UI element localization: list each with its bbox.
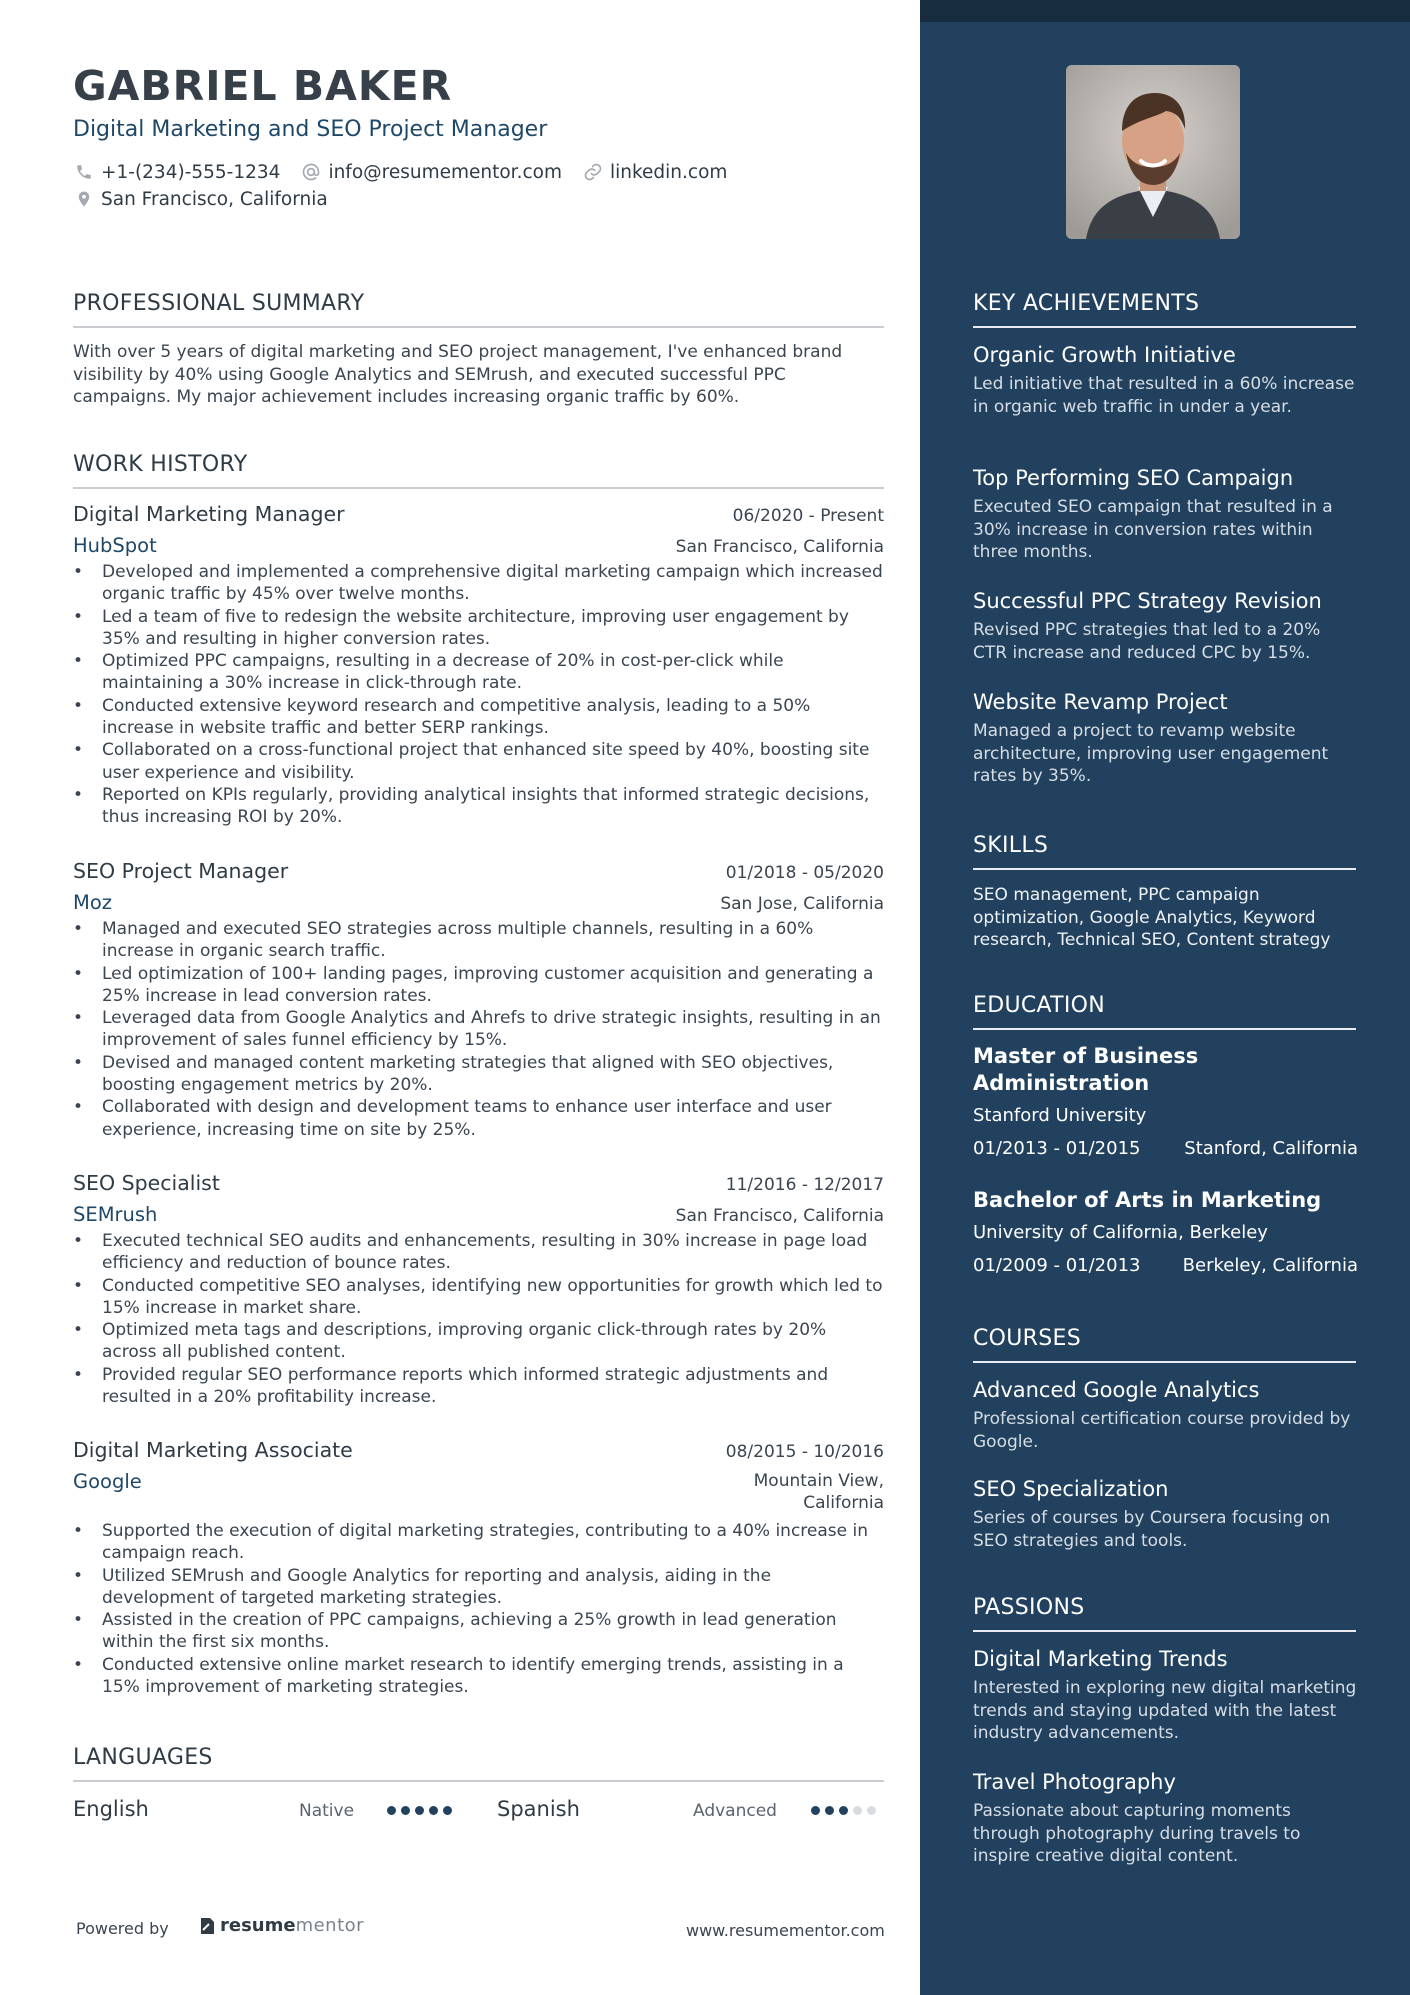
rating-dot-filled xyxy=(387,1806,396,1815)
job-bullet: • Supported the execution of digital marketing strategies, contributing to a 40% increase in campaign reach. xyxy=(73,1520,884,1565)
rating-dot-filled xyxy=(839,1806,848,1815)
brand-logo[interactable] xyxy=(198,1915,364,1936)
rating-dot-filled xyxy=(811,1806,820,1815)
job-bullet: • Conducted extensive online market research to identify emerging trends, assisting in a 15% improvement of marketing strategies. xyxy=(73,1654,884,1699)
education-location: Stanford, California xyxy=(1184,1138,1358,1159)
rating-dot-filled xyxy=(443,1806,452,1815)
education-degree: Master of Business Administration xyxy=(973,1044,1199,1095)
education-dates: 01/2013 - 01/2015 xyxy=(973,1138,1141,1159)
job-bullet: • Leveraged data from Google Analytics and Ahrefs to drive strategic insights, resulting in an improvement of sales funnel efficiency by 15%. xyxy=(73,1007,884,1052)
brand-text-a: resume xyxy=(220,1915,296,1936)
course-desc: Professional certification course provided by Google. xyxy=(973,1409,1351,1452)
contact-row xyxy=(73,161,747,183)
language-name: Spanish xyxy=(497,1797,580,1821)
job-company: Google xyxy=(73,1470,142,1493)
job-location-line: Mountain View, xyxy=(753,1471,884,1491)
course-desc: Series of courses by Coursera focusing on SEO strategies and tools. xyxy=(973,1508,1331,1551)
passions-heading: PASSIONS xyxy=(973,1595,1356,1632)
job-bullet: • Executed technical SEO audits and enhancements, resulting in 30% increase in page load efficiency and reduction of bounce rates. xyxy=(73,1230,884,1275)
job-entry xyxy=(73,1171,884,1408)
job-bullet: • Reported on KPIs regularly, providing analytical insights that informed strategic decisions, thus increasing ROI by 20%. xyxy=(73,784,884,829)
job-bullet: • Optimized meta tags and descriptions, improving organic click-through rates by 20% across all published content. xyxy=(73,1319,884,1364)
job-bullet: • Optimized PPC campaigns, resulting in a decrease of 20% in cost-per-click while maintaining a 30% increase in click-through rate. xyxy=(73,650,884,695)
job-dates: 01/2018 - 05/2020 xyxy=(725,863,884,883)
course-item xyxy=(973,1475,1358,1552)
profile-photo xyxy=(1066,65,1240,239)
language-name: English xyxy=(73,1797,149,1821)
language-level: Advanced xyxy=(693,1801,777,1821)
job-title: Digital Marketing Associate xyxy=(73,1438,353,1462)
job-entry xyxy=(73,502,884,829)
job-dates: 06/2020 - Present xyxy=(732,506,884,526)
sidebar-top-bar xyxy=(920,0,1410,22)
achievement-desc: Revised PPC strategies that led to a 20% CTR increase and reduced CPC by 15%. xyxy=(973,620,1321,663)
job-bullet: • Provided regular SEO performance reports which informed strategic adjustments and resulted in a 20% profitability increase. xyxy=(73,1364,884,1409)
achievement-title: Successful PPC Strategy Revision xyxy=(973,589,1322,613)
rating-dot-filled xyxy=(825,1806,834,1815)
job-bullet: • Collaborated on a cross-functional project that enhanced site speed by 40%, boosting site user experience and visibility. xyxy=(73,739,884,784)
passion-item xyxy=(973,1645,1358,1745)
passion-desc: Passionate about capturing moments through photography during travels to inspire creative digital content. xyxy=(973,1801,1301,1866)
rating-dot-empty xyxy=(853,1806,862,1815)
passion-item xyxy=(973,1768,1358,1868)
course-item xyxy=(973,1376,1358,1453)
job-title: SEO Project Manager xyxy=(73,859,289,883)
education-location: Berkeley, California xyxy=(1182,1255,1358,1276)
email-link[interactable]: info@resumementor.com xyxy=(328,161,562,183)
powered-by-label: Powered by xyxy=(76,1919,169,1938)
education-school: University of California, Berkeley xyxy=(973,1222,1268,1243)
job-bullet: • Led optimization of 100+ landing pages, improving customer acquisition and generating a 25% increase in lead conversion rates. xyxy=(73,963,884,1008)
job-bullets xyxy=(73,1230,884,1408)
skills-text: SEO management, PPC campaign optimization, Google Analytics, Keyword research, Technical SEO, Content strategy xyxy=(973,885,1331,950)
summary-text: With over 5 years of digital marketing and SEO project management, I've enhanced brand visibility by 40% using Google Analytics and SEMrush, and executed successful PPC campaigns. My major achievement includes increasing organic traffic by 60%. xyxy=(73,342,843,407)
job-dates: 08/2015 - 10/2016 xyxy=(725,1442,884,1462)
location-item xyxy=(73,188,328,210)
education-degree: Bachelor of Arts in Marketing xyxy=(973,1188,1322,1212)
rating-dot-filled xyxy=(401,1806,410,1815)
job-title: Digital Marketing Manager xyxy=(73,502,345,526)
achievement-item xyxy=(973,587,1358,664)
courses-heading: COURSES xyxy=(973,1326,1356,1363)
resume-logo-icon xyxy=(198,1916,216,1936)
job-location: San Francisco, California xyxy=(675,1206,884,1226)
job-bullet: • Managed and executed SEO strategies across multiple channels, resulting in a 60% increase in organic search traffic. xyxy=(73,918,884,963)
achievement-desc: Managed a project to revamp website architecture, improving user engagement rates by 35%. xyxy=(973,721,1329,786)
job-bullet: • Devised and managed content marketing strategies that aligned with SEO objectives, boosting engagement metrics by 20%. xyxy=(73,1052,884,1097)
rating-dot-filled xyxy=(415,1806,424,1815)
at-icon xyxy=(300,161,322,183)
job-bullet: • Conducted extensive keyword research and competitive analysis, leading to a 50% increase in website traffic and better SERP rankings. xyxy=(73,695,884,740)
phone-item xyxy=(73,161,280,183)
job-location: San Jose, California xyxy=(720,894,884,914)
achievement-desc: Executed SEO campaign that resulted in a 30% increase in conversion rates within three months. xyxy=(973,497,1333,562)
rating-dot-empty xyxy=(867,1806,876,1815)
job-entry xyxy=(73,859,884,1141)
achievement-title: Organic Growth Initiative xyxy=(973,343,1236,367)
education-dates: 01/2009 - 01/2013 xyxy=(973,1255,1141,1276)
achievement-title: Top Performing SEO Campaign xyxy=(973,466,1294,490)
job-bullets xyxy=(73,1520,884,1698)
achievement-item xyxy=(973,464,1358,564)
achievement-title: Website Revamp Project xyxy=(973,690,1228,714)
languages-heading: LANGUAGES xyxy=(73,1745,884,1782)
course-title: SEO Specialization xyxy=(973,1477,1169,1501)
email-item xyxy=(300,161,562,183)
phone-text[interactable]: +1-(234)-555-1234 xyxy=(101,161,281,183)
education-item xyxy=(973,1187,1358,1276)
achievement-item xyxy=(973,688,1358,788)
education-school: Stanford University xyxy=(973,1105,1147,1126)
achievement-item xyxy=(973,341,1358,418)
job-bullet: • Developed and implemented a comprehensive digital marketing campaign which increased organic traffic by 45% over twelve months. xyxy=(73,561,884,606)
rating-dot-filled xyxy=(429,1806,438,1815)
brand-text-b: mentor xyxy=(295,1915,365,1936)
summary-heading: PROFESSIONAL SUMMARY xyxy=(73,291,884,328)
job-bullet: • Led a team of five to redesign the website architecture, improving user engagement by 35% and resulting in higher conversion rates. xyxy=(73,606,884,651)
location-text: San Francisco, California xyxy=(101,188,328,210)
job-company: HubSpot xyxy=(73,534,157,557)
linkedin-item xyxy=(582,161,727,183)
achievement-desc: Led initiative that resulted in a 60% increase in organic web traffic in under a year. xyxy=(973,374,1355,417)
location-row xyxy=(73,188,348,210)
candidate-name: GABRIEL BAKER xyxy=(73,62,453,110)
job-bullet: • Conducted competitive SEO analyses, identifying new opportunities for growth which led to 15% increase in market share. xyxy=(73,1275,884,1320)
language-level: Native xyxy=(299,1801,355,1821)
language-rating xyxy=(387,1806,452,1815)
linkedin-link[interactable]: linkedin.com xyxy=(609,161,728,183)
skills-heading: SKILLS xyxy=(973,833,1356,870)
job-location xyxy=(754,1470,884,1514)
passion-title: Digital Marketing Trends xyxy=(973,1647,1228,1671)
job-title: SEO Specialist xyxy=(73,1171,220,1195)
job-location: San Francisco, California xyxy=(675,537,884,557)
job-bullet: • Assisted in the creation of PPC campaigns, achieving a 25% growth in lead generation within the first six months. xyxy=(73,1609,884,1654)
location-pin-icon xyxy=(73,188,95,210)
language-rating xyxy=(811,1806,876,1815)
job-location-line: California xyxy=(803,1493,884,1513)
job-bullets xyxy=(73,918,884,1141)
passion-desc: Interested in exploring new digital marketing trends and staying updated with the latest industry advancements. xyxy=(973,1678,1357,1743)
course-title: Advanced Google Analytics xyxy=(973,1378,1260,1402)
phone-icon xyxy=(73,161,95,183)
education-heading: EDUCATION xyxy=(973,993,1356,1030)
job-bullet: • Collaborated with design and development teams to enhance user interface and user experience, increasing time on site by 25%. xyxy=(73,1096,884,1141)
job-bullets xyxy=(73,561,884,829)
achievements-heading: KEY ACHIEVEMENTS xyxy=(973,291,1356,328)
work-heading: WORK HISTORY xyxy=(73,452,884,489)
job-entry xyxy=(73,1438,884,1698)
passion-title: Travel Photography xyxy=(973,1770,1176,1794)
candidate-title: Digital Marketing and SEO Project Manager xyxy=(73,117,548,142)
footer-website[interactable]: www.resumementor.com xyxy=(686,1921,885,1940)
job-dates: 11/2016 - 12/2017 xyxy=(725,1175,884,1195)
job-company: Moz xyxy=(73,891,112,914)
job-company: SEMrush xyxy=(73,1203,158,1226)
education-item xyxy=(973,1043,1358,1159)
sidebar xyxy=(920,0,1410,1995)
job-bullet: • Utilized SEMrush and Google Analytics for reporting and analysis, aiding in the development of targeted marketing strategies. xyxy=(73,1565,884,1610)
link-icon xyxy=(582,161,604,183)
